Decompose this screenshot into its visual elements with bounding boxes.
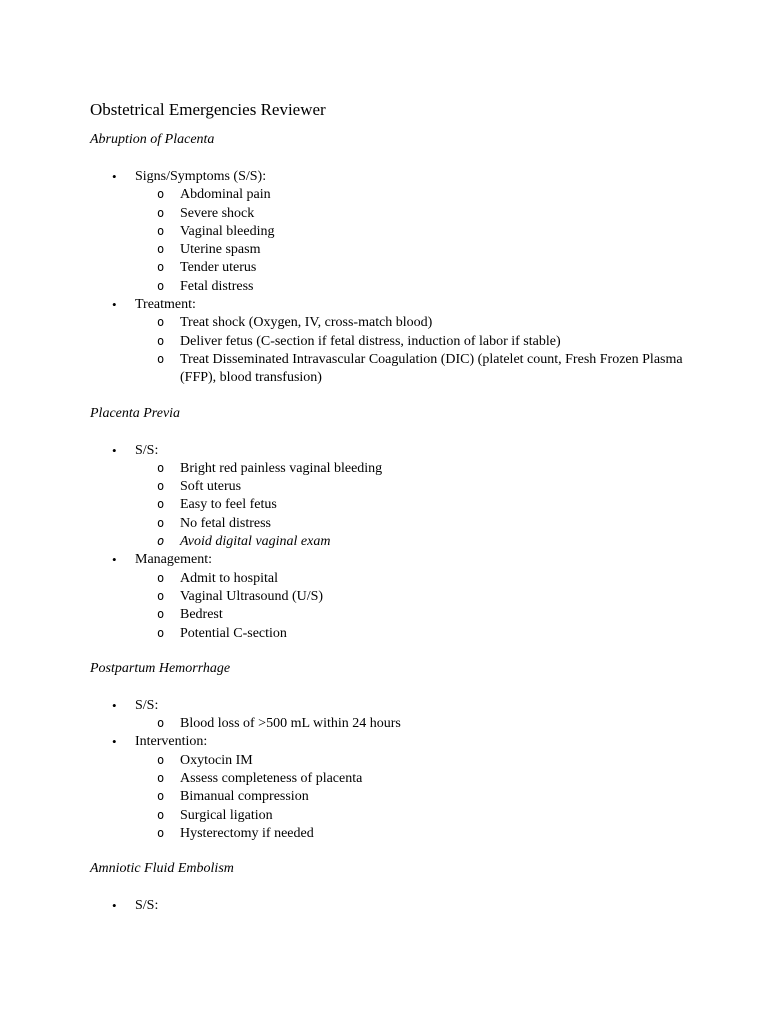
- list-item: [90, 168, 708, 296]
- list-item: o Uterine spasm: [135, 241, 708, 259]
- document-title: Obstetrical Emergencies Reviewer: [90, 100, 326, 119]
- list-item: o Oxytocin IM: [135, 752, 708, 770]
- list-item: [90, 442, 708, 552]
- ss-label: Signs/Symptoms (S/S):: [135, 169, 267, 184]
- list-item: [90, 697, 708, 734]
- list-item: [90, 296, 708, 387]
- management-label: Management:: [135, 552, 212, 568]
- list-item: o Severe shock: [135, 205, 708, 223]
- section-heading-afe: Amniotic Fluid Embolism: [90, 861, 234, 877]
- abruption-list: [90, 168, 708, 388]
- abruption-ss-sublist: [135, 186, 708, 296]
- list-item: o Blood loss of >500 mL within 24 hours: [135, 715, 708, 733]
- list-item: o Potential C-section: [135, 625, 708, 643]
- list-item: o No fetal distress: [135, 515, 708, 533]
- list-item: o Hysterectomy if needed: [135, 825, 708, 843]
- list-item: o Assess completeness of placenta: [135, 770, 708, 788]
- intervention-label: Intervention:: [135, 734, 208, 750]
- list-item: o Bright red painless vaginal bleeding: [135, 460, 708, 478]
- list-item: o Surgical ligation: [135, 807, 708, 825]
- list-item: o Admit to hospital: [135, 570, 708, 588]
- section-heading-pph: Postpartum Hemorrhage: [90, 660, 231, 676]
- list-item: o Bedrest: [135, 606, 708, 624]
- list-item: o Easy to feel fetus: [135, 496, 708, 514]
- ss-label: S/S:: [135, 697, 159, 713]
- previa-ss-sublist: [135, 460, 708, 551]
- treatment-label: Treatment:: [135, 297, 196, 313]
- list-item: o Fetal distress: [135, 278, 708, 296]
- pph-list: [90, 697, 708, 843]
- list-item: o Bimanual compression: [135, 788, 708, 806]
- ss-label: S/S:: [135, 898, 159, 914]
- pph-intervention-sublist: [135, 752, 708, 843]
- list-item: o Vaginal Ultrasound (U/S): [135, 588, 708, 606]
- list-item: o Treat shock (Oxygen, IV, cross-match blood): [135, 314, 708, 332]
- pph-ss-sublist: [135, 715, 708, 733]
- list-item: o Vaginal bleeding: [135, 223, 708, 241]
- list-item: o Tender uterus: [135, 259, 708, 277]
- list-item: o Deliver fetus (C-section if fetal distress, induction of labor if stable): [135, 333, 708, 351]
- list-item: [90, 551, 708, 642]
- ss-label: S/S:: [135, 442, 159, 458]
- abruption-treatment-sublist: [135, 314, 708, 387]
- list-item-warning: o Avoid digital vaginal exam: [135, 533, 708, 551]
- afe-list: [90, 897, 708, 915]
- previa-management-sublist: [135, 570, 708, 643]
- section-heading-abruption: Abruption of Placenta: [90, 132, 215, 147]
- previa-list: [90, 442, 708, 643]
- list-item: o Treat Disseminated Intravascular Coagulation (DIC) (platelet count, Fresh Frozen Plasma (FFP), blood transfusion): [135, 351, 708, 388]
- list-item: o Abdominal pain: [135, 186, 708, 204]
- list-item: [90, 733, 708, 843]
- section-heading-previa: Placenta Previa: [90, 405, 181, 421]
- list-item: o Soft uterus: [135, 478, 708, 496]
- list-item: [90, 897, 708, 915]
